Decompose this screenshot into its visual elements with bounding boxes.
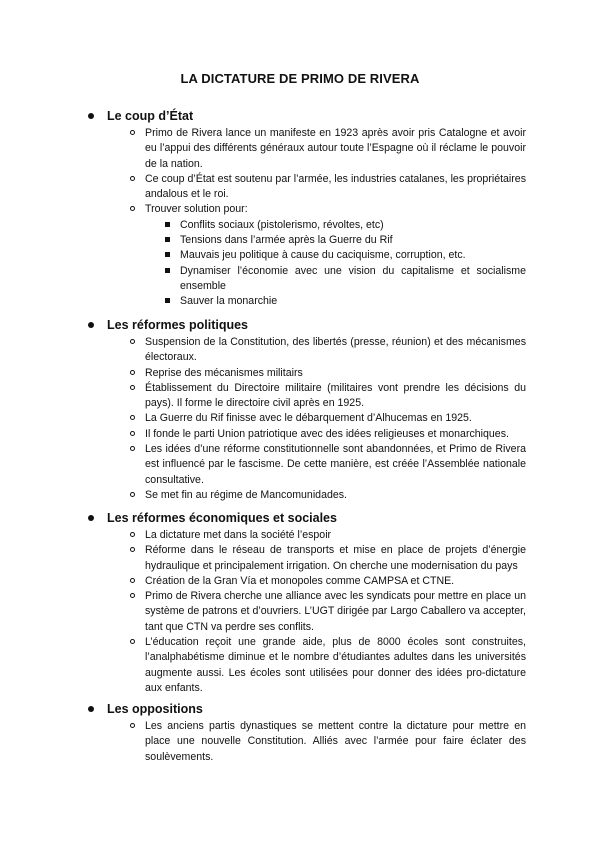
list-item: L’éducation reçoit une grande aide, plus de 8000 écoles sont construites, l’analphabétisme diminue et le nombre d’étudiantes adultes dans les universités augmente aussi. Les écoles sont utilisées pour donner des idées pro-dictature aux enfants. <box>0 635 600 696</box>
circle-bullet-icon <box>130 339 135 344</box>
circle-bullet-icon <box>130 130 135 135</box>
square-bullet-icon <box>165 298 170 303</box>
bullet-icon <box>88 706 94 712</box>
bullet-icon <box>88 322 94 328</box>
section-coup-etat <box>0 108 600 310</box>
bullet-icon <box>88 515 94 521</box>
list-item: Les anciens partis dynastiques se mettent contre la dictature pour mettre en place une nouvelle Constitution. Alliés avec l’armée pour faire éclater des soulèvements. <box>0 719 600 765</box>
document-title: LA DICTATURE DE PRIMO DE RIVERA <box>180 71 420 86</box>
square-bullet-icon <box>165 268 170 273</box>
sub-list-item: Sauver la monarchie <box>0 294 600 309</box>
list-item: Les idées d’une réforme constitutionnelle sont abandonnées, et Primo de Rivera est influencé par le fascisme. De cette manière, est créée l’Assemblée nationale consultative. <box>0 442 600 488</box>
list-item: La dictature met dans la société l’espoir <box>0 528 600 543</box>
circle-bullet-icon <box>130 639 135 644</box>
circle-bullet-icon <box>130 176 135 181</box>
list-item: Primo de Rivera lance un manifeste en 1923 après avoir pris Catalogne et avoir eu l’appui des différents généraux autour toute l’Espagne où il réclame le pouvoir de la nation. <box>0 126 600 172</box>
circle-bullet-icon <box>130 206 135 211</box>
list-item: Suspension de la Constitution, des libertés (presse, réunion) et des mécanismes électoraux. <box>0 335 600 366</box>
section-heading: Les réformes économiques et sociales <box>0 510 600 527</box>
circle-bullet-icon <box>130 578 135 583</box>
circle-bullet-icon <box>130 723 135 728</box>
section-reformes-economiques <box>0 510 600 696</box>
circle-bullet-icon <box>130 431 135 436</box>
section-heading: Les oppositions <box>0 701 600 718</box>
list-item: Se met fin au régime de Mancomunidades. <box>0 488 600 503</box>
sub-list-item: Conflits sociaux (pistolerismo, révoltes, etc) <box>0 218 600 233</box>
circle-bullet-icon <box>130 492 135 497</box>
circle-bullet-icon <box>130 370 135 375</box>
list-item: Ce coup d’État est soutenu par l’armée, les industries catalanes, les propriétaires andalous et le roi. <box>0 172 600 203</box>
circle-bullet-icon <box>130 593 135 598</box>
circle-bullet-icon <box>130 547 135 552</box>
circle-bullet-icon <box>130 532 135 537</box>
list-item: Primo de Rivera cherche une alliance avec les syndicats pour mettre en place un système de patrons et d’ouvriers. L’UGT dirigée par Largo Caballero va accepter, tant que CTN va perdre ses conflits. <box>0 589 600 635</box>
section-reformes-politiques <box>0 317 600 503</box>
list-item: Reprise des mécanismes militairs <box>0 366 600 381</box>
list-item: La Guerre du Rif finisse avec le débarquement d’Alhucemas en 1925. <box>0 411 600 426</box>
sub-list-item: Dynamiser l’économie avec une vision du capitalisme et socialisme ensemble <box>0 264 600 295</box>
list-item: Établissement du Directoire militaire (militaires vont prendre les décisions du pays). Il forme le directoire civil après en 1925. <box>0 381 600 412</box>
square-bullet-icon <box>165 252 170 257</box>
circle-bullet-icon <box>130 446 135 451</box>
circle-bullet-icon <box>130 385 135 390</box>
sub-list-item: Tensions dans l’armée après la Guerre du Rif <box>0 233 600 248</box>
square-bullet-icon <box>165 237 170 242</box>
circle-bullet-icon <box>130 415 135 420</box>
sub-list-item: Mauvais jeu politique à cause du caciquisme, corruption, etc. <box>0 248 600 263</box>
list-item: Réforme dans le réseau de transports et mise en place de projets d’énergie hydraulique et principalement irrigation. On cherche une modernisation du pays <box>0 543 600 574</box>
list-item: Création de la Gran Vía et monopoles comme CAMPSA et CTNE. <box>0 574 600 589</box>
section-heading: Les réformes politiques <box>0 317 600 334</box>
square-bullet-icon <box>165 222 170 227</box>
bullet-icon <box>88 113 94 119</box>
section-heading: Le coup d’État <box>0 108 600 125</box>
section-oppositions <box>0 701 600 765</box>
list-item: Trouver solution pour: <box>0 202 600 217</box>
list-item: Il fonde le parti Union patriotique avec des idées religieuses et monarchiques. <box>0 427 600 442</box>
